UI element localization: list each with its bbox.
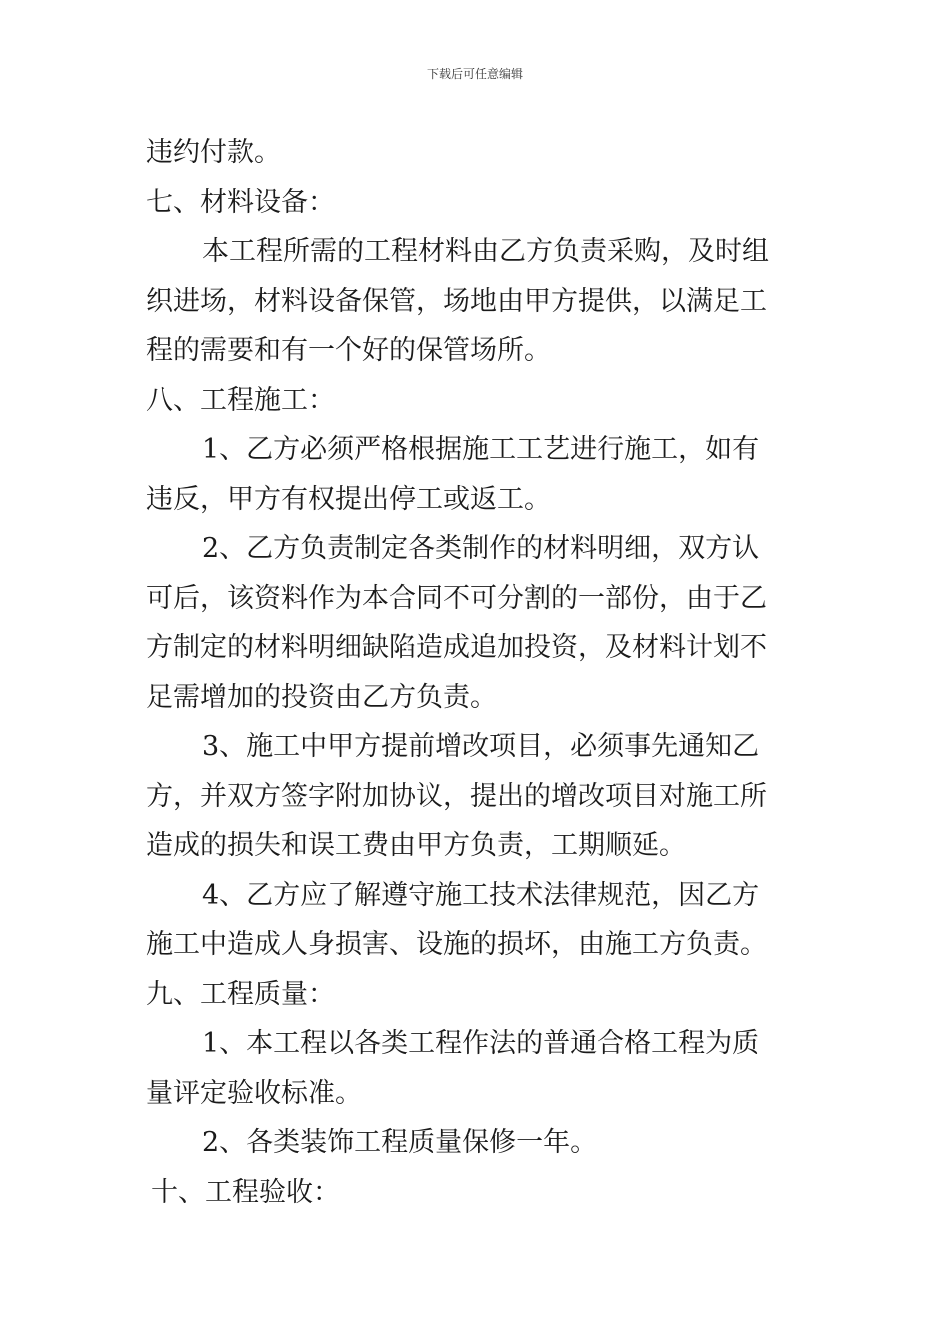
paragraph-line: 违反，甲方有权提出停工或返工。 xyxy=(146,483,551,515)
paragraph-line: 方，并双方签字附加协议，提出的增改项目对施工所 xyxy=(146,780,767,812)
paragraph-line: 织进场，材料设备保管，场地由甲方提供，以满足工 xyxy=(146,285,767,317)
section-heading-quality: 九、工程质量： xyxy=(146,978,335,1010)
page-header-note: 下载后可任意编辑 xyxy=(426,67,523,81)
paragraph-line: 本工程所需的工程材料由乙方负责采购，及时组 xyxy=(202,236,769,267)
paragraph-line: 程的需要和有一个好的保管场所。 xyxy=(146,335,551,366)
paragraph-line: 违约付款。 xyxy=(146,137,281,168)
paragraph-line: 1、乙方必须严格根据施工工艺进行施工，如有 xyxy=(202,434,760,465)
section-heading-acceptance: 十、工程验收： xyxy=(151,1176,340,1208)
paragraph-line: 足需增加的投资由乙方负责。 xyxy=(146,681,497,713)
document-body xyxy=(146,128,810,1217)
paragraph-line: 2、各类装饰工程质量保修一年。 xyxy=(202,1127,598,1158)
section-heading-construction: 八、工程施工： xyxy=(146,384,335,416)
paragraph-line: 4、乙方应了解遵守施工技术法律规范，因乙方 xyxy=(202,879,760,911)
paragraph-line: 2、乙方负责制定各类制作的材料明细，双方认 xyxy=(202,533,760,564)
paragraph-line: 造成的损失和误工费由甲方负责，工期顺延。 xyxy=(146,830,686,861)
paragraph-line: 方制定的材料明细缺陷造成追加投资，及材料计划不 xyxy=(146,632,767,663)
paragraph-line: 3、施工中甲方提前增改项目，必须事先通知乙 xyxy=(202,731,760,762)
paragraph-line: 施工中造成人身损害、设施的损坏，由施工方负责。 xyxy=(146,929,767,960)
paragraph-line: 量评定验收标准。 xyxy=(146,1077,362,1109)
paragraph-line: 1、本工程以各类工程作法的普通合格工程为质 xyxy=(202,1028,760,1059)
section-heading-materials: 七、材料设备： xyxy=(146,186,335,218)
paragraph-line: 可后，该资料作为本合同不可分割的一部份，由于乙 xyxy=(146,582,767,614)
